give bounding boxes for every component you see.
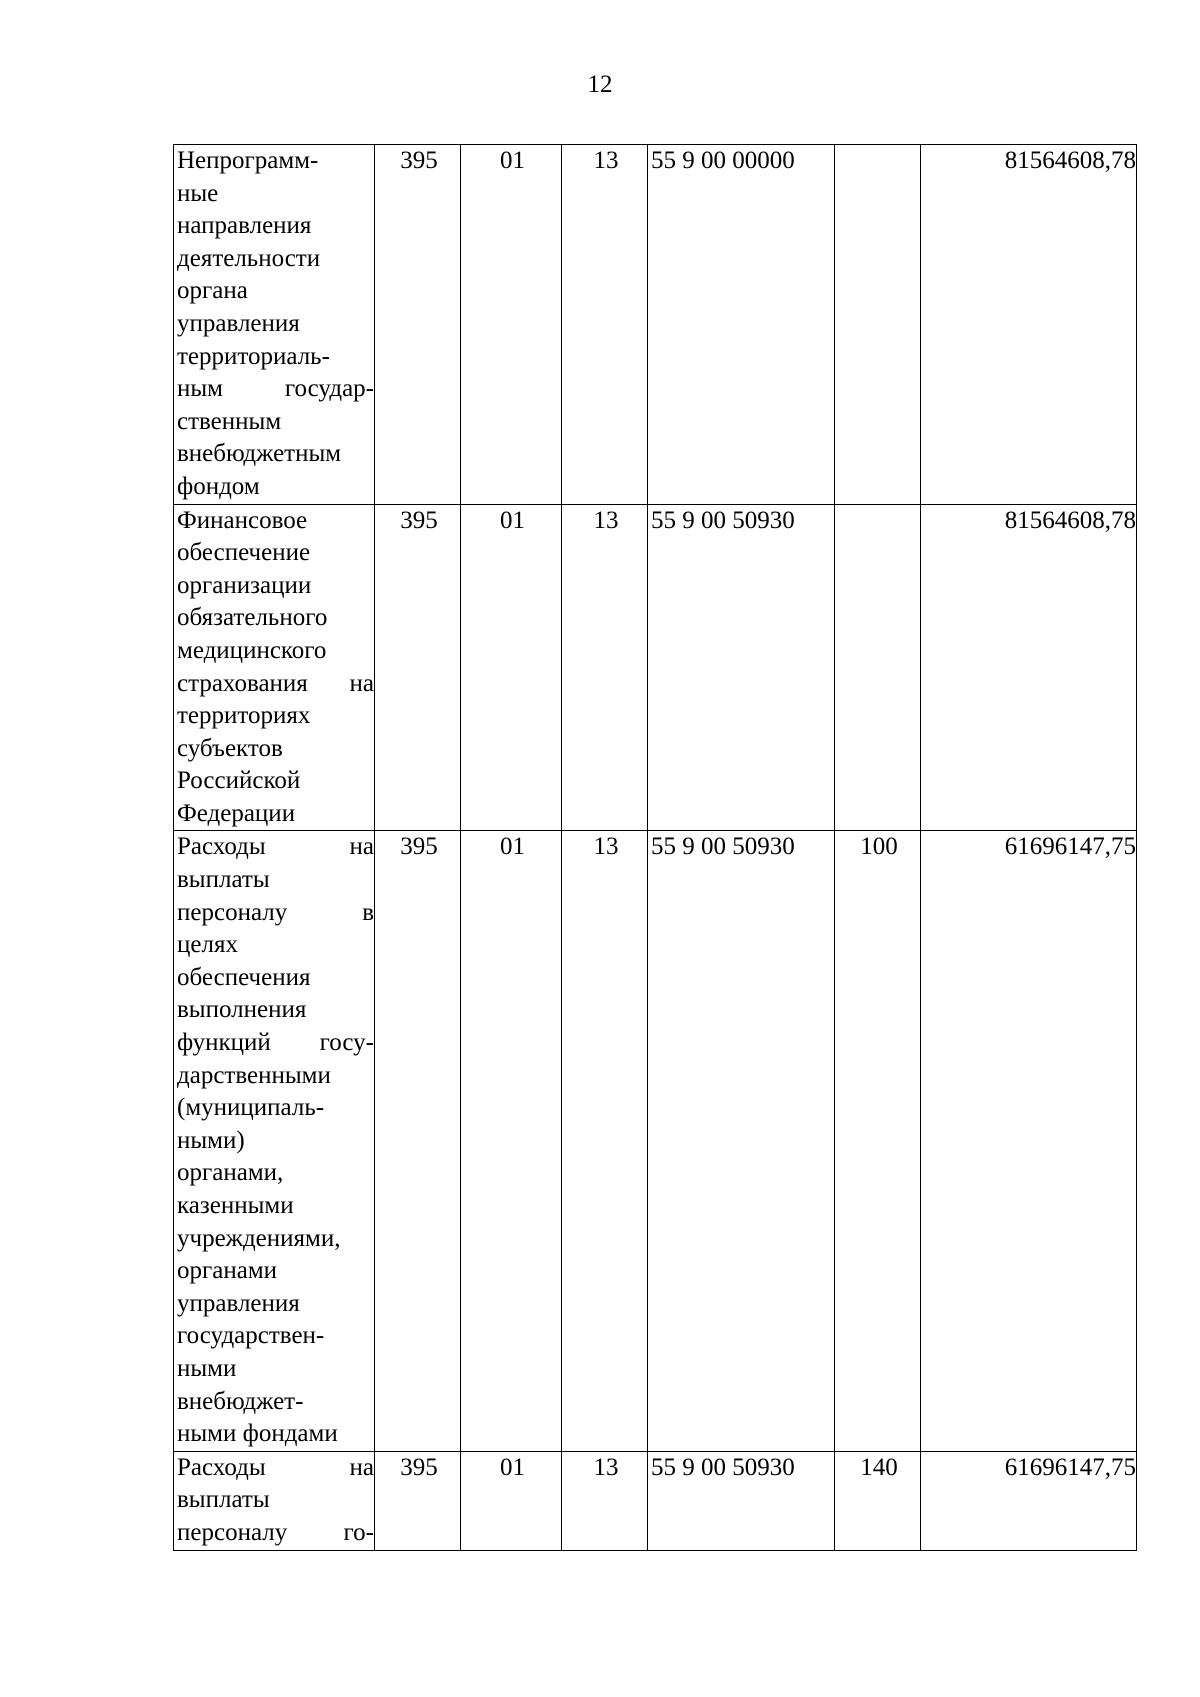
name-line: управления	[177, 309, 300, 337]
table-body	[174, 145, 1137, 1551]
cell-section: 01	[461, 1451, 562, 1550]
name-line: целях	[177, 931, 238, 959]
cell-amount: 81564608,78	[921, 504, 1137, 831]
table-row	[174, 1451, 1137, 1550]
cell-target-article: 55 9 00 50930	[648, 1451, 835, 1550]
name-line: персоналу го-	[177, 1518, 374, 1546]
name-line: ными	[177, 1354, 237, 1382]
cell-expense-type: 100	[835, 831, 921, 1451]
cell-amount: 61696147,75	[921, 1451, 1137, 1550]
cell-amount: 61696147,75	[921, 831, 1137, 1451]
name-line: ные	[177, 179, 219, 207]
cell-admin-code: 395	[375, 504, 461, 831]
name-line: персоналу в	[177, 898, 374, 926]
cell-subsection: 13	[562, 504, 648, 831]
name-line: медицинского	[177, 636, 327, 664]
name-line: направления	[177, 212, 312, 240]
name-line: органами	[177, 1257, 278, 1285]
name-line: Российской	[177, 767, 301, 795]
name-line: Федерации	[177, 799, 296, 827]
name-line: организации	[177, 571, 312, 599]
cell-target-article: 55 9 00 50930	[648, 831, 835, 1451]
cell-subsection: 13	[562, 831, 648, 1451]
cell-expense-type	[835, 145, 921, 505]
name-line: ным государ-	[177, 375, 374, 403]
name-line: управления	[177, 1289, 300, 1317]
cell-section: 01	[461, 831, 562, 1451]
cell-expense-type	[835, 504, 921, 831]
name-line: территориях	[177, 702, 311, 730]
name-line: дарственными	[177, 1061, 331, 1089]
name-line: территориаль-	[177, 342, 330, 370]
name-line: обеспечение	[177, 539, 311, 567]
cell-admin-code: 395	[375, 145, 461, 505]
name-line: Расходы на	[177, 1453, 374, 1481]
name-line: казенными	[177, 1192, 294, 1219]
name-line: страхования на	[177, 669, 374, 697]
name-line: выплаты	[177, 1486, 270, 1514]
name-line: внебюджет-	[177, 1387, 304, 1415]
name-line: выплаты	[177, 866, 270, 894]
table-row	[174, 145, 1137, 505]
name-line: ными фондами	[177, 1420, 338, 1448]
budget-table	[173, 144, 1137, 1551]
name-line: субъектов	[177, 734, 283, 762]
cell-target-article: 55 9 00 50930	[648, 504, 835, 831]
name-line: учреждениями,	[177, 1224, 341, 1252]
name-line: внебюджетным	[177, 440, 342, 468]
name-line: Расходы на	[177, 833, 374, 861]
cell-name	[174, 504, 375, 831]
name-line: функций госу-	[177, 1029, 374, 1057]
cell-expense-type: 140	[835, 1451, 921, 1550]
name-line: выполнения	[177, 996, 307, 1024]
cell-section: 01	[461, 504, 562, 831]
cell-subsection: 13	[562, 1451, 648, 1550]
page-number: 12	[587, 71, 613, 98]
cell-amount: 81564608,78	[921, 145, 1137, 505]
name-line: Финансовое	[177, 506, 308, 534]
name-line: органами,	[177, 1159, 284, 1187]
cell-admin-code: 395	[375, 831, 461, 1451]
name-line: ственным	[177, 407, 282, 435]
name-line: государствен-	[177, 1322, 325, 1350]
cell-admin-code: 395	[375, 1451, 461, 1550]
cell-name	[174, 1451, 375, 1550]
name-line: Непрограмм-	[177, 147, 319, 174]
name-line: фондом	[177, 472, 260, 500]
table-row	[174, 504, 1137, 831]
cell-subsection: 13	[562, 145, 648, 505]
cell-name	[174, 831, 375, 1451]
table-row	[174, 831, 1137, 1451]
name-line: обеспечения	[177, 963, 311, 991]
name-line: органа	[177, 277, 248, 305]
name-line: деятельности	[177, 244, 321, 272]
name-line: (муниципаль-	[177, 1094, 325, 1122]
cell-name	[174, 145, 375, 505]
name-line: ными)	[177, 1126, 245, 1154]
cell-section: 01	[461, 145, 562, 505]
name-line: обязательного	[177, 604, 328, 632]
cell-target-article: 55 9 00 00000	[648, 145, 835, 505]
